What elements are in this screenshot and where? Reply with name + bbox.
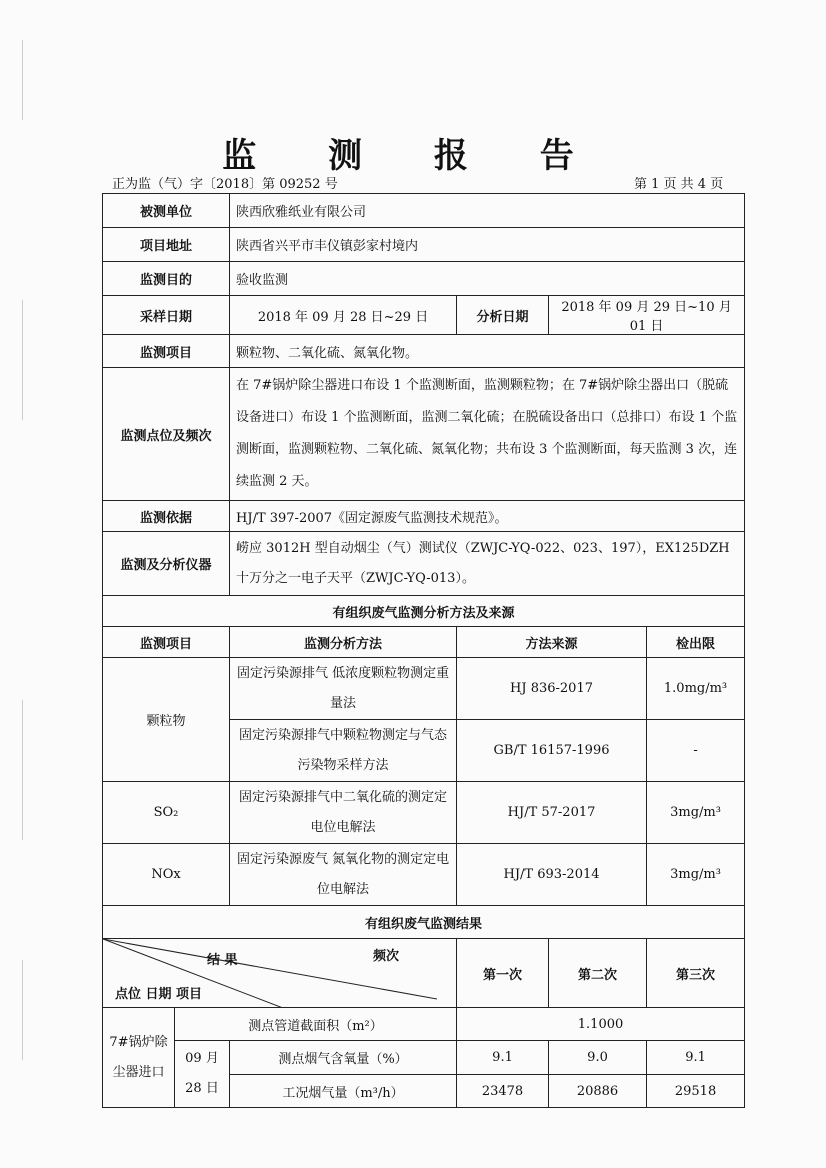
results-col-third: 第三次: [647, 939, 745, 1008]
nox-method: 固定污染源废气 氮氧化物的测定定电位电解法: [230, 844, 457, 906]
flow-value-2: 20886: [549, 1075, 647, 1108]
nox-label: NOx: [103, 844, 230, 906]
particulate-2-method: 固定污染源排气中颗粒物测定与气态污染物采样方法: [230, 720, 457, 782]
points-value: 在 7#锅炉除尘器进口布设 1 个监测断面，监测颗粒物；在 7#锅炉除尘器出口（脱硫设备进口）布设 1 个监测断面，监测二氧化硫；在脱硫设备出口（总排口）布设 1 个监测断面，监测颗粒物、二氧化硫、氮氧化物；共布设 3 个监测断面，每天监测 3 次，连续监测 2 天。: [230, 368, 745, 501]
corner-point-label: 点位 日期 项目: [115, 987, 203, 1002]
methods-header-method: 监测分析方法: [230, 627, 457, 658]
unit-value: 陕西欣雅纸业有限公司: [230, 194, 745, 228]
particulate-2-source: GB/T 16157-1996: [457, 720, 647, 782]
oxygen-value-1: 9.1: [457, 1041, 549, 1075]
address-value: 陕西省兴平市丰仪镇彭家村境内: [230, 228, 745, 262]
page-info: 第 1 页 共 4 页: [634, 177, 724, 192]
report-table: [102, 193, 745, 1108]
basis-label: 监测依据: [103, 501, 230, 532]
so2-method: 固定污染源排气中二氧化硫的测定定电位电解法: [230, 782, 457, 844]
items-label: 监测项目: [103, 335, 230, 368]
methods-section-title: 有组织废气监测分析方法及来源: [103, 596, 745, 627]
address-label: 项目地址: [103, 228, 230, 262]
so2-limit: 3mg/m³: [647, 782, 745, 844]
oxygen-value-2: 9.0: [549, 1041, 647, 1075]
particulate-1-source: HJ 836-2017: [457, 658, 647, 720]
corner-frequency-label: 频次: [373, 949, 400, 964]
particulate-label: 颗粒物: [103, 658, 230, 782]
results-date: 09 月 28 日: [175, 1041, 230, 1108]
results-point: 7#锅炉除尘器进口: [103, 1008, 175, 1108]
results-corner-header: [103, 939, 457, 1008]
analysis-date-label: 分析日期: [457, 296, 549, 335]
nox-limit: 3mg/m³: [647, 844, 745, 906]
oxygen-value-3: 9.1: [647, 1041, 745, 1075]
report-title: 监 测 报 告: [222, 136, 604, 176]
sampling-date-value: 2018 年 09 月 28 日~29 日: [230, 296, 457, 335]
particulate-2-limit: -: [647, 720, 745, 782]
so2-source: HJ/T 57-2017: [457, 782, 647, 844]
purpose-label: 监测目的: [103, 262, 230, 296]
particulate-1-limit: 1.0mg/m³: [647, 658, 745, 720]
flow-label: 工况烟气量（m³/h）: [230, 1075, 457, 1108]
items-value: 颗粒物、二氧化硫、氮氧化物。: [230, 335, 745, 368]
document-number: 正为监（气）字〔2018〕第 09252 号: [112, 177, 338, 192]
particulate-1-method: 固定污染源排气 低浓度颗粒物测定重量法: [230, 658, 457, 720]
methods-header-limit: 检出限: [647, 627, 745, 658]
methods-header-source: 方法来源: [457, 627, 647, 658]
oxygen-label: 测点烟气含氧量（%）: [230, 1041, 457, 1075]
purpose-value: 验收监测: [230, 262, 745, 296]
corner-result-label: 结 果: [207, 953, 238, 968]
unit-label: 被测单位: [103, 194, 230, 228]
nox-source: HJ/T 693-2014: [457, 844, 647, 906]
analysis-date-value: 2018 年 09 月 29 日~10 月 01 日: [549, 296, 745, 335]
seal-stamp-mark: [796, 520, 818, 670]
flow-value-1: 23478: [457, 1075, 549, 1108]
so2-label: SO₂: [103, 782, 230, 844]
results-col-second: 第二次: [549, 939, 647, 1008]
flow-value-3: 29518: [647, 1075, 745, 1108]
instrument-label: 监测及分析仪器: [103, 532, 230, 596]
area-label: 测点管道截面积（m²）: [175, 1008, 457, 1041]
methods-header-item: 监测项目: [103, 627, 230, 658]
area-value: 1.1000: [457, 1008, 745, 1041]
sampling-date-label: 采样日期: [103, 296, 230, 335]
results-col-first: 第一次: [457, 939, 549, 1008]
results-section-title: 有组织废气监测结果: [103, 906, 745, 939]
points-label: 监测点位及频次: [103, 368, 230, 501]
instrument-value: 崂应 3012H 型自动烟尘（气）测试仪（ZWJC-YQ-022、023、197），EX125DZH 十万分之一电子天平（ZWJC-YQ-013）。: [230, 532, 745, 596]
basis-value: HJ/T 397-2007《固定源废气监测技术规范》。: [230, 501, 745, 532]
